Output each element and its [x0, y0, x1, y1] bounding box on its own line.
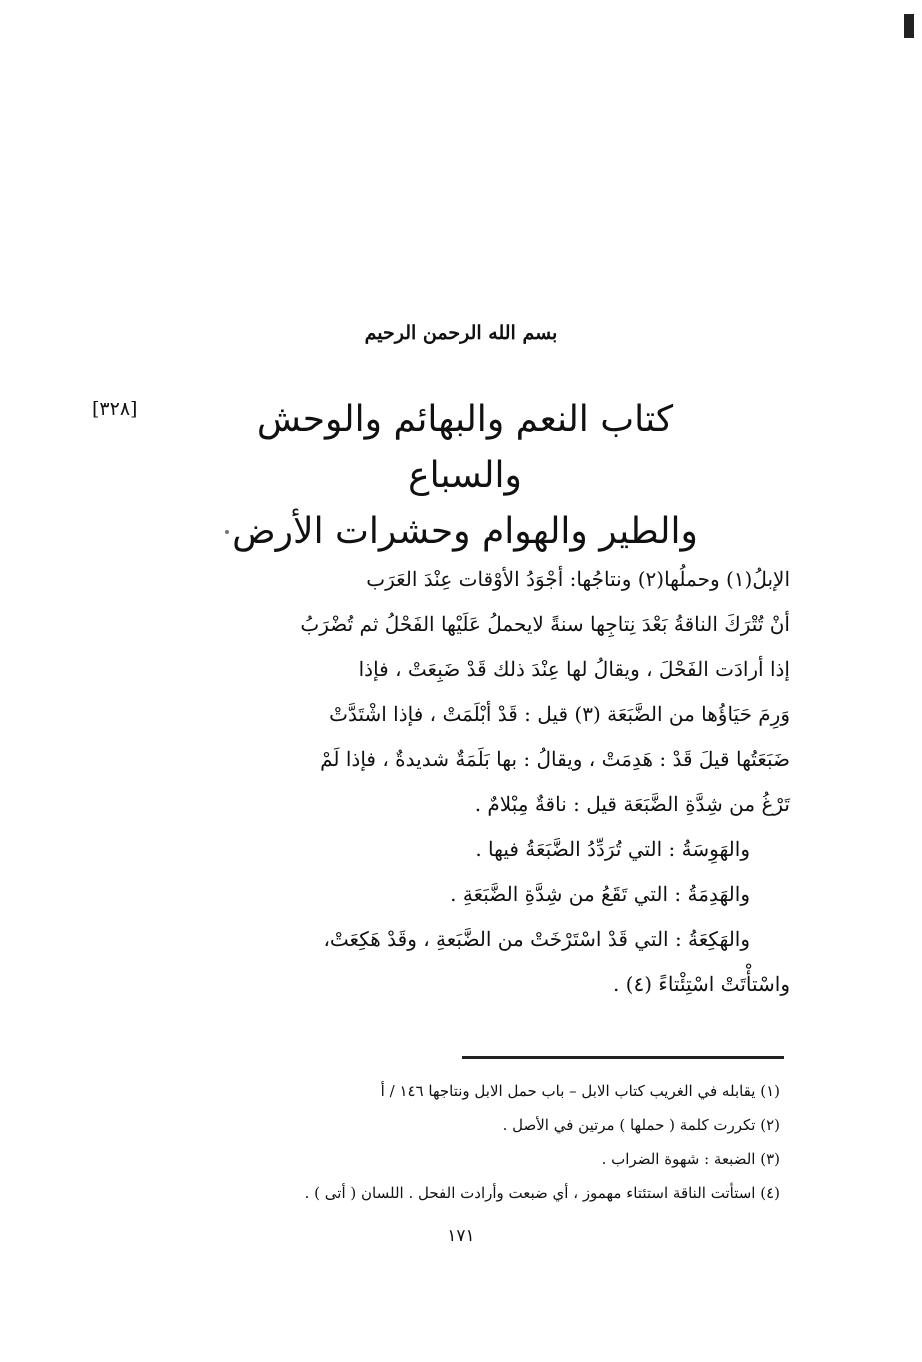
text-line: ضَبَعَتُها قيلَ قَدْ : هَدِمَتْ ، ويقالُ : بها بَلَمَةٌ شديدةٌ ، فإذا لَمْ [320, 747, 790, 771]
footnote: (٣) الضبعة : شهوة الضراب . [601, 1150, 780, 1168]
footnote: (١) يقابله في الغريب كتاب الابل – باب حمل الابل ونتاجها ١٤٦ / أ [380, 1082, 780, 1100]
definition-line: والهَوِسَةُ : التي تُرَدِّدُ الضَّبَعَةُ فيها . [475, 837, 750, 861]
text-line: واسْتأْتَتْ اسْتِئْتاءً (٤) . [612, 972, 790, 996]
footnote: (٤) استأتت الناقة استئتاء مهموز ، أي ضبعت وأرادت الفحل . اللسان ( أتى ) . [304, 1184, 780, 1202]
text-line: إذا أرادَت الفَحْلَ ، ويقالُ لها عِنْدَ ذلك قَدْ ضَبِعَتْ ، فإذا [358, 657, 790, 681]
text-line: الإبلُ(١) وحملُها(٢) ونتاجُها: أجْوَدُ الأوْقات عِنْدَ العَرَب [366, 567, 790, 591]
definition-line: والهَكِعَةُ : التي قَدْ اسْتَرْخَتْ من الضَّبَعةِ ، وقَدْ هَكِعَتْ، [323, 927, 750, 951]
main-text [160, 557, 790, 1007]
basmala-heading: بسم الله الرحمن الرحيم [364, 322, 558, 344]
ornament-dot [225, 530, 229, 534]
footnotes [190, 1074, 780, 1210]
book-title [200, 392, 730, 560]
text-line: وَرِمَ حَيَاؤُها من الضَّبَعَة (٣) قيل : قَدْ أبْلَمَتْ ، فإذا اشْتَدَّتْ [329, 702, 790, 726]
folio-number: [٣٢٨] [92, 398, 138, 420]
text-line: تَرْغُ من شِدَّةِ الضَّبَعَة قيل : ناقةٌ مِبْلامٌ . [474, 792, 790, 816]
footnote-separator [462, 1056, 784, 1059]
page-number: ١٧١ [447, 1226, 475, 1246]
definition-line: والهَدِمَةُ : التي تَقَعُ من شِدَّةِ الضَّبَعَةِ . [450, 882, 750, 906]
footnote: (٢) تكررت كلمة ( حملها ) مرتين في الأصل . [502, 1116, 780, 1134]
book-title-line-1: كتاب النعم والبهائم والوحش والسباع [256, 399, 674, 496]
scan-edge-mark [904, 14, 914, 38]
text-line: أنْ تُتْرَكَ الناقةُ بَعْدَ نِتاجِها سنةً لايحملُ عَلَيْها الفَحْلُ ثم تُضْرَبُ [300, 612, 790, 636]
book-title-line-2: والطير والهوام وحشرات الأرض [232, 511, 698, 552]
